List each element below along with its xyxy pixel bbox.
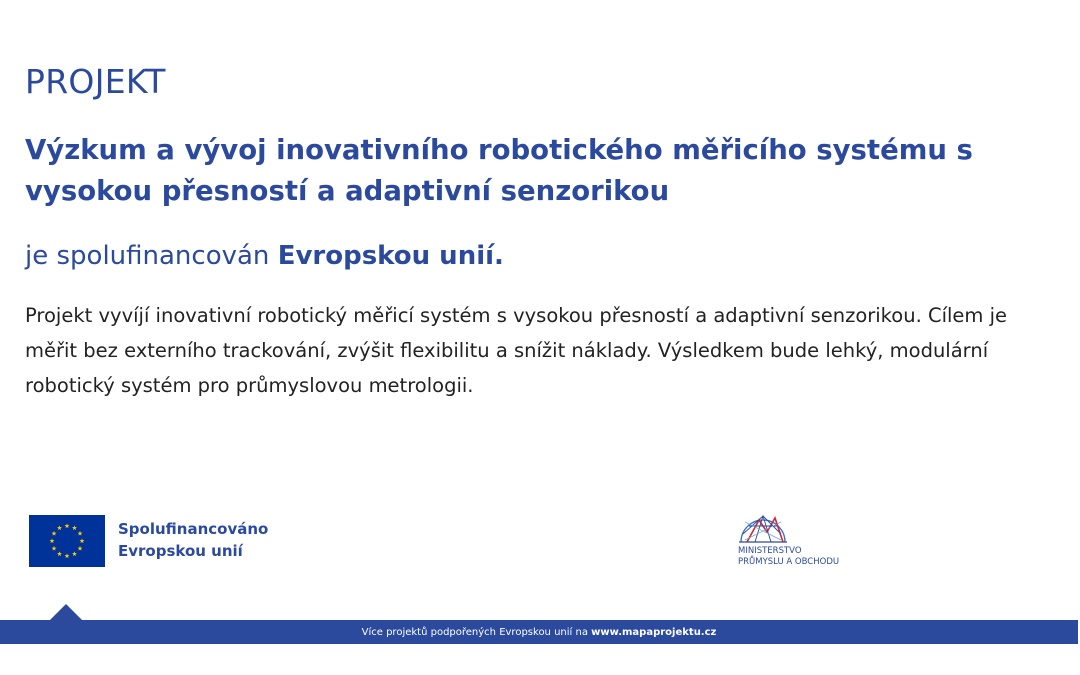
project-title: Výzkum a vývoj inovativního robotického měřicího systému s vysokou přesností a adaptivní senzorikou <box>25 134 973 207</box>
page-heading: PROJEKT <box>25 62 166 101</box>
eu-logo-line2: Evropskou unií <box>118 542 243 560</box>
footer-text: Více projektů podpořených Evropskou unií na <box>361 626 588 638</box>
footer-link[interactable]: www.mapaprojektu.cz <box>591 626 717 638</box>
eu-logo-line1: Spolufinancováno <box>118 520 269 538</box>
ministry-logo-icon <box>737 514 789 544</box>
cofinancing-statement <box>25 241 504 271</box>
ministry-logo-text <box>738 546 839 568</box>
ministry-logo-line2: PRŮMYSLU A OBCHODU <box>738 557 840 567</box>
cofinancing-prefix: je spolufinancován <box>25 241 270 271</box>
eu-logo-text <box>118 518 268 562</box>
cofinancing-emphasis: Evropskou unií. <box>277 241 504 271</box>
project-description: Projekt vyvíjí inovativní robotický měřicí systém s vysokou přesností a adaptivní senzorikou. Cílem je měřit bez externího trackování, zvýšit flexibilitu a snížit náklady. Výsledkem bude lehký, modulární robotický systém pro průmyslovou metrologii. <box>25 304 1008 397</box>
footer-bar <box>0 620 1078 644</box>
footer-tab-marker <box>50 604 82 620</box>
ministry-logo-line1: MINISTERSTVO <box>738 546 802 556</box>
eu-flag-icon <box>29 515 105 567</box>
